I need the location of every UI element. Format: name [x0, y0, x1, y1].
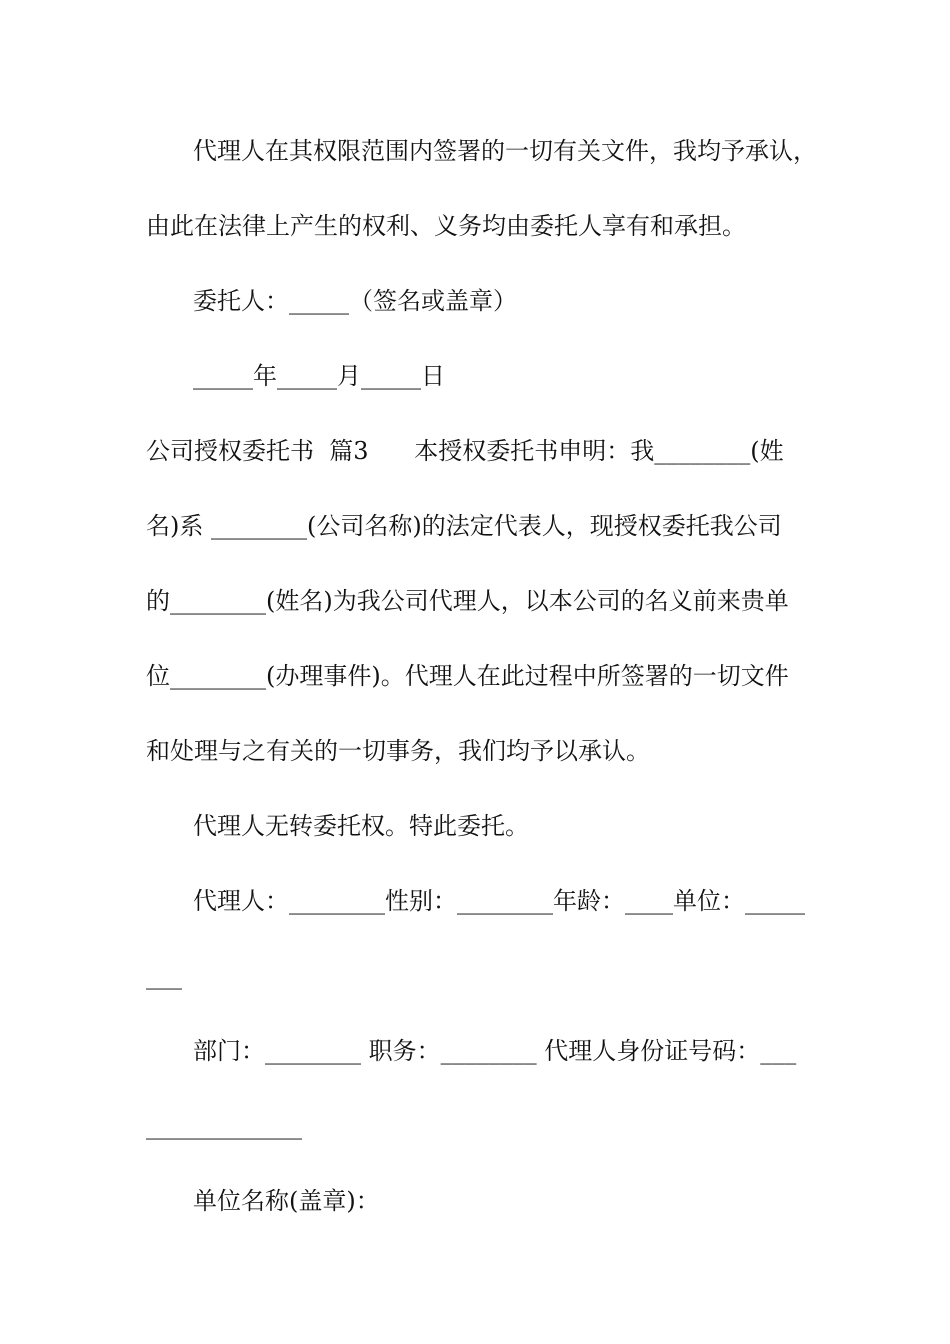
section-heading-line: 公司授权委托书 篇3 本授权委托书申明：我________(姓: [146, 437, 784, 465]
text-line-7: 的________(姓名)为我公司代理人，以本公司的名义前来贵单: [146, 587, 789, 615]
text-line-6: 名)系 ________(公司名称)的法定代表人，现授权委托我公司: [146, 512, 782, 540]
principal-signature-line: 委托人：_____（签名或盖章）: [193, 287, 517, 315]
id-number-continuation: _____________: [146, 1112, 302, 1140]
department-position-id-line: 部门：________ 职务：________ 代理人身份证号码：___: [193, 1037, 797, 1065]
agent-info-continuation: ___: [146, 962, 182, 990]
no-sub-delegation-line: 代理人无转委托权。特此委托。: [193, 812, 529, 840]
text-line-9: 和处理与之有关的一切事务，我们均予以承认。: [146, 737, 650, 765]
agent-info-line: 代理人：________性别：________年龄：____单位：_____: [193, 887, 805, 915]
text-line-1: 代理人在其权限范围内签署的一切有关文件，我均予承认，: [193, 137, 817, 165]
unit-name-seal-line: 单位名称(盖章)：: [193, 1187, 380, 1215]
text-line-8: 位________(办理事件)。代理人在此过程中所签署的一切文件: [146, 662, 789, 690]
text-line-2: 由此在法律上产生的权利、义务均由委托人享有和承担。: [146, 212, 746, 240]
date-line: _____年_____月_____日: [193, 362, 445, 390]
